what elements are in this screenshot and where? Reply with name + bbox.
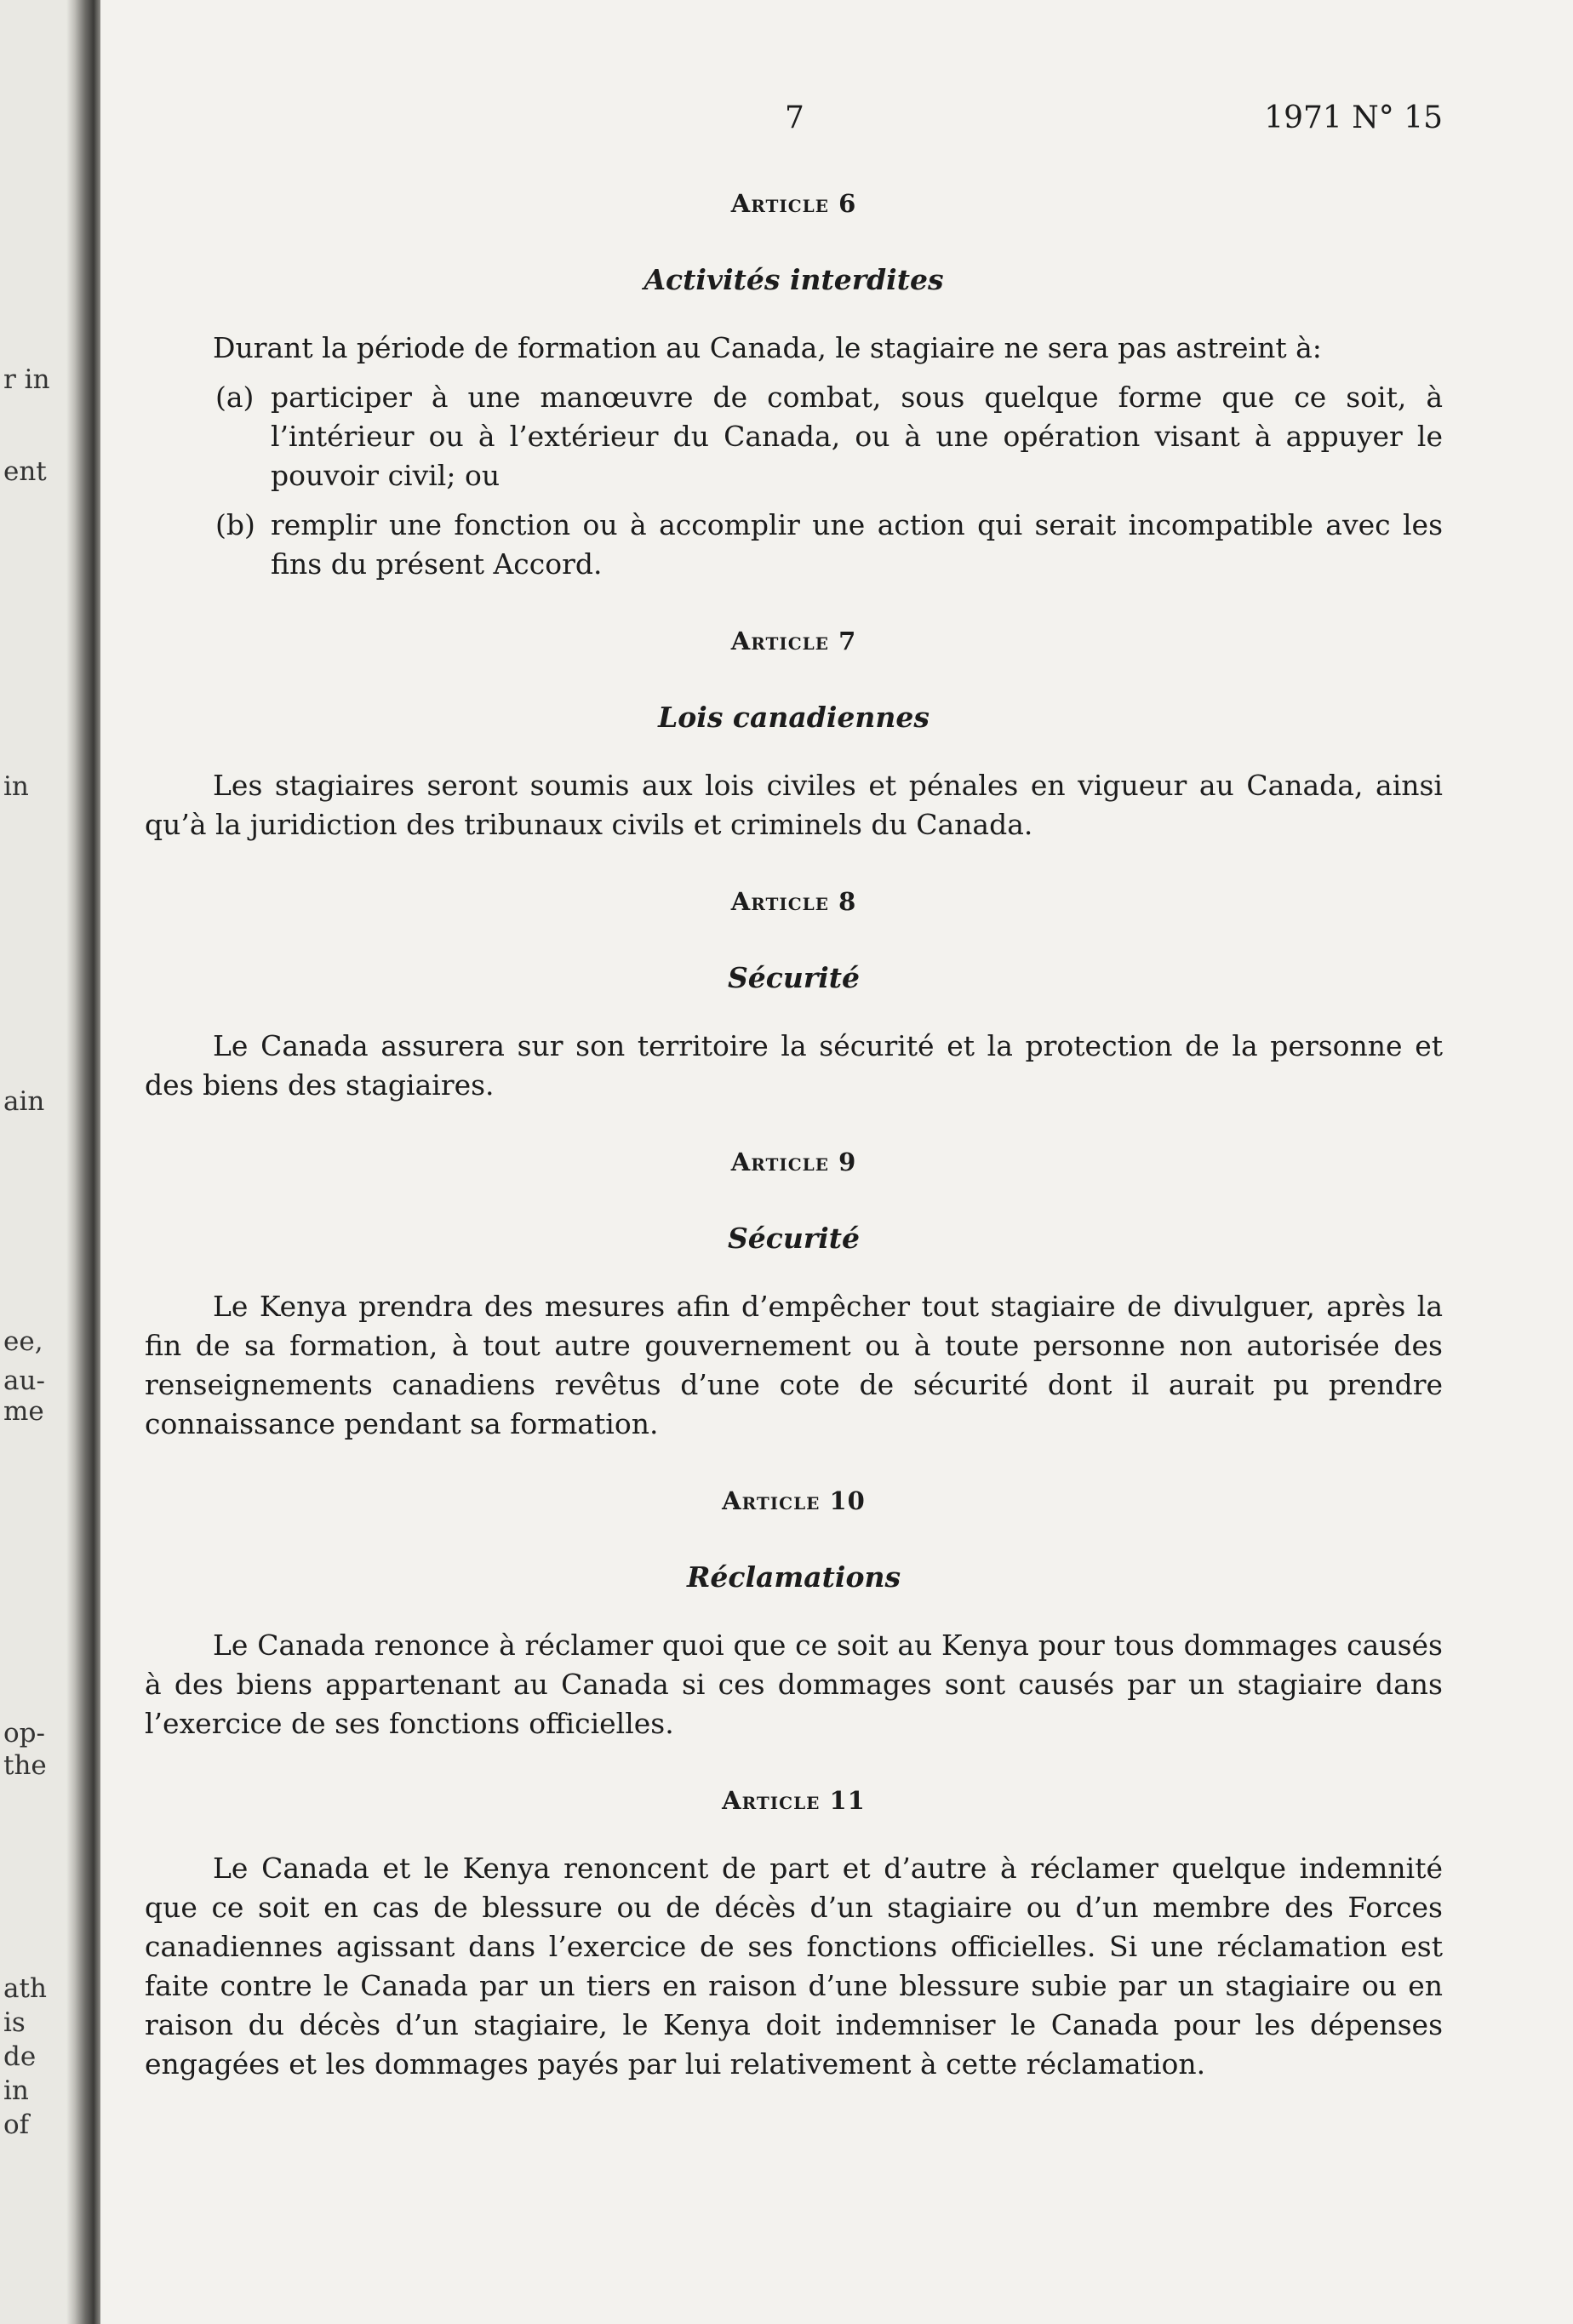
document-number: 1971 N° 15 bbox=[1264, 100, 1443, 135]
facing-fragment: me bbox=[3, 1396, 44, 1427]
facing-fragment: the bbox=[3, 1750, 47, 1781]
facing-fragment: is bbox=[3, 2007, 26, 2038]
facing-fragment: in bbox=[3, 2075, 29, 2106]
page-number: 7 bbox=[785, 100, 804, 135]
article-text: Le Kenya prendra des mesures afin d’empêcher tout stagiaire de divulguer, après la fin de sa formation, à tout autre gouvernement ou à toute personne non autorisée des renseignements canadiens revêtus d’une cote de sécurité dont il aurait pu prendre connaissance pendant sa formation. bbox=[145, 1290, 1443, 1440]
list-item-label: (a) bbox=[215, 381, 255, 414]
list-item-label: (b) bbox=[215, 508, 255, 541]
article-text: Les stagiaires seront soumis aux lois civiles et pénales en vigueur au Canada, ainsi qu’à la juridiction des tribunaux civils et criminels du Canada. bbox=[145, 769, 1443, 841]
list-item-text: participer à une manœuvre de combat, sous quelque forme que ce soit, à l’intérieur ou à l’extérieur du Canada, ou à une opération visant à appuyer le pouvoir civil; ou bbox=[271, 381, 1443, 492]
facing-fragment: op- bbox=[3, 1718, 45, 1749]
article-heading: Article 10 bbox=[722, 1486, 866, 1515]
article-heading: Article 8 bbox=[730, 887, 857, 916]
article-text: Durant la période de formation au Canada, le stagiaire ne sera pas astreint à: bbox=[213, 331, 1322, 364]
facing-fragment: ain bbox=[3, 1086, 45, 1117]
article-heading: Article 7 bbox=[730, 627, 857, 655]
article-heading: Article 9 bbox=[730, 1148, 857, 1176]
page-header bbox=[145, 85, 1443, 146]
list-item-text: remplir une fonction ou à accomplir une action qui serait incompatible avec les fins du présent Accord. bbox=[271, 508, 1443, 581]
article-text: Le Canada assurera sur son territoire la sécurité et la protection de la personne et des biens des stagiaires. bbox=[145, 1029, 1443, 1102]
article-heading: Article 6 bbox=[730, 189, 857, 218]
facing-fragment: ent bbox=[3, 456, 47, 487]
facing-page-edge bbox=[0, 0, 68, 2324]
article-title: Lois canadiennes bbox=[658, 701, 930, 734]
document-page bbox=[145, 85, 1443, 2084]
list-item bbox=[145, 378, 1443, 495]
article-text: Le Canada et le Kenya renoncent de part et d’autre à réclamer quelque indemnité que ce soit en cas de blessure ou de décès d’un stagiaire ou d’un membre des Forces canadiennes agissant dans l’exercice de ses fonctions officielles. Si une réclamation est faite contre le Canada par un tiers en raison d’une blessure subie par un stagiaire ou en raison du décès d’un stagiaire, le Kenya doit indemniser le Canada pour les dépenses engagées et les dommages payés par lui relativement à cette réclamation. bbox=[145, 1852, 1443, 2081]
facing-fragment: au- bbox=[3, 1365, 45, 1396]
facing-fragment: de bbox=[3, 2041, 37, 2072]
facing-fragment: of bbox=[3, 2109, 30, 2140]
article-title: Sécurité bbox=[727, 961, 861, 994]
article-heading: Article 11 bbox=[722, 1786, 866, 1815]
facing-fragment: r in bbox=[3, 364, 50, 395]
article-title: Sécurité bbox=[727, 1222, 861, 1255]
facing-fragment: in bbox=[3, 771, 29, 802]
facing-fragment: ee, bbox=[3, 1326, 43, 1357]
list-item bbox=[145, 506, 1443, 584]
article-title: Réclamations bbox=[686, 1560, 901, 1594]
article-title: Activités interdites bbox=[644, 263, 944, 296]
facing-fragment: ath bbox=[3, 1973, 47, 2004]
article-text: Le Canada renonce à réclamer quoi que ce soit au Kenya pour tous dommages causés à des biens appartenant au Canada si ces dommages sont causés par un stagiaire dans l’exercice de ses fonctions officielles. bbox=[145, 1629, 1443, 1740]
